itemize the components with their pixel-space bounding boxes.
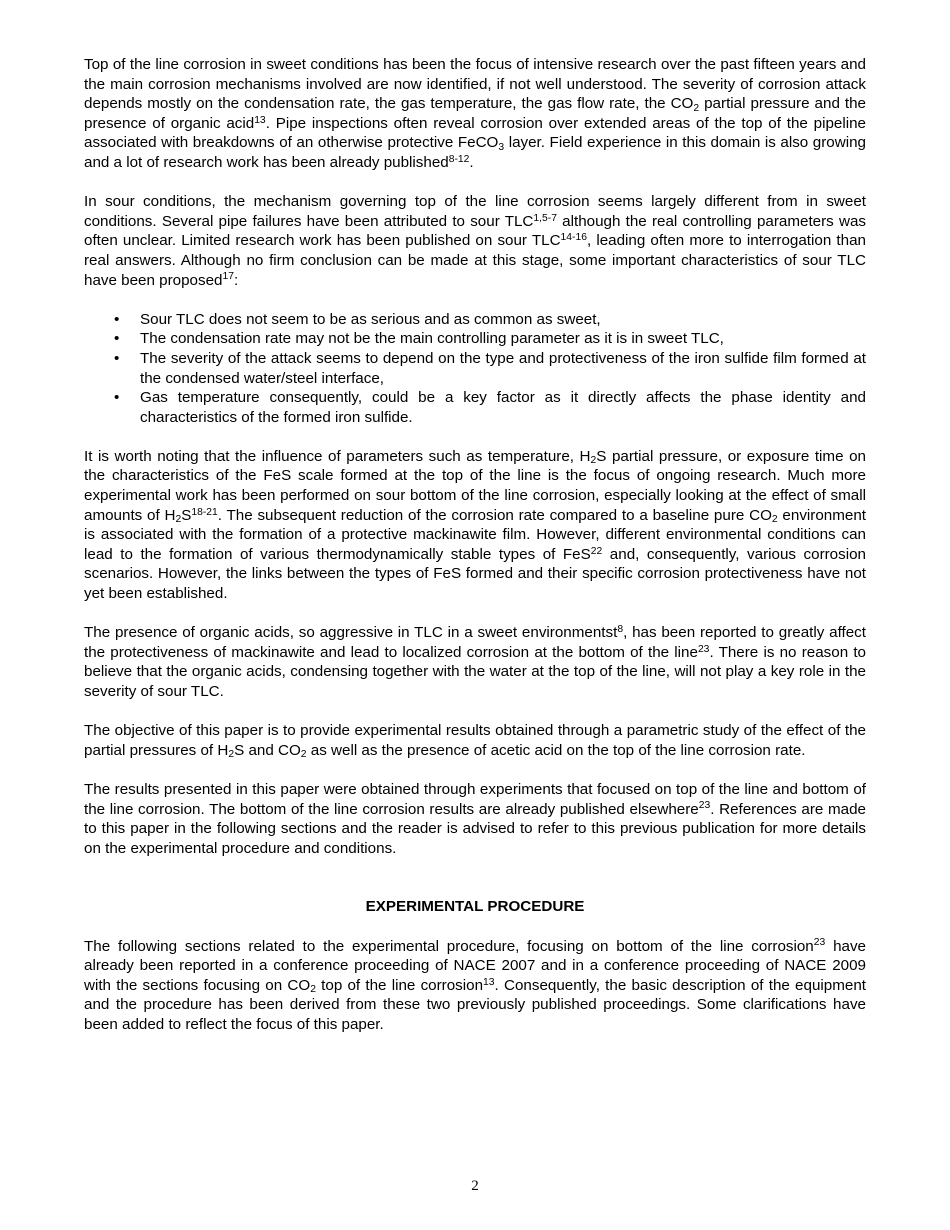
citation-superscript: 14-16 bbox=[560, 232, 587, 244]
text-run: In sour conditions, the mechanism governing top of the line corrosion seems largely different from in sweet conditions. Several pipe failures have been attributed to sour TLC bbox=[84, 193, 866, 230]
text-run: . Consequently, the basic description of the equipment and the procedure has been derived from these two previously published proceedings. Some clarifications have been added to reflect the focus of this paper. bbox=[84, 976, 866, 1033]
procedure-paragraphs bbox=[84, 937, 866, 1035]
subscript: 2 bbox=[175, 514, 182, 526]
list-item bbox=[84, 388, 866, 427]
subscript: 2 bbox=[590, 455, 597, 467]
text-run: layer. Field experience in this domain is also growing and a lot of research work has been already published bbox=[84, 134, 866, 171]
intro-paragraphs bbox=[84, 55, 866, 290]
document-page bbox=[84, 55, 866, 1054]
text-run: although the real controlling parameters was often unclear. Limited research work has been published on sour TLC bbox=[84, 212, 866, 250]
text-run: , has been reported to greatly affect the protectiveness of mackinawite and lead to localized corrosion at the bottom of the line bbox=[84, 624, 866, 661]
page-number: 2 bbox=[471, 1178, 479, 1194]
citation-superscript: 18-21 bbox=[191, 506, 218, 518]
citation-superscript: 23 bbox=[698, 800, 711, 812]
citation-superscript: 8 bbox=[617, 624, 624, 636]
text-run: environment is associated with the formation of a protective mackinawite film. However, different environmental conditions can lead to the formation of various thermodynamically stable types of FeS bbox=[84, 506, 866, 563]
text-run: top of the line corrosion bbox=[315, 976, 484, 994]
text-run: , leading often more to interrogation than real answers. Although no firm conclusion can be made at this stage, some important characteristics of sour TLC have been proposed bbox=[84, 232, 866, 289]
text-run: as well as the presence of acetic acid on the top of the line corrosion rate. bbox=[306, 741, 806, 759]
text-run: The following sections related to the experimental procedure, focusing on bottom of the line corrosion bbox=[84, 937, 814, 955]
text-run: : bbox=[234, 271, 239, 289]
characteristics-list bbox=[84, 310, 866, 428]
list-item-text: The severity of the attack seems to depend on the type and protectiveness of the iron sulfide film formed at the condensed water/steel interface, bbox=[140, 349, 866, 387]
paragraph bbox=[84, 447, 866, 604]
text-run: and, consequently, various corrosion scenarios. However, the links between the types of FeS formed and their specific corrosion protectiveness have not yet been established. bbox=[84, 545, 866, 603]
text-run: . References are made to this paper in the following sections and the reader is advised to refer to this previous publication for more details on the experimental procedure and conditions. bbox=[84, 800, 866, 857]
citation-superscript: 8-12 bbox=[448, 153, 470, 165]
subscript: 2 bbox=[310, 984, 316, 996]
list-item bbox=[84, 349, 866, 388]
citation-superscript: 22 bbox=[590, 545, 603, 557]
text-run: The presence of organic acids, so aggressive in TLC in a sweet environmentst bbox=[84, 624, 618, 642]
text-run: It is worth noting that the influence of parameters such as temperature, H bbox=[84, 447, 591, 465]
bullet-icon: • bbox=[114, 349, 120, 367]
list-item-text: Gas temperature consequently, could be a key factor as it directly affects the phase identity and characteristics of the formed iron sulfide. bbox=[140, 389, 866, 426]
text-run: The objective of this paper is to provide experimental results obtained through a parametric study of the effect of the partial pressures of H bbox=[84, 722, 866, 759]
bullet-icon: • bbox=[114, 310, 120, 328]
citation-superscript: 13 bbox=[483, 976, 495, 988]
citation-superscript: 23 bbox=[697, 643, 710, 655]
citation-superscript: 1,5-7 bbox=[533, 212, 557, 224]
paragraph bbox=[84, 55, 866, 173]
list-item-text: Sour TLC does not seem to be as serious and as common as sweet, bbox=[140, 310, 601, 328]
subscript: 2 bbox=[693, 102, 700, 114]
subscript: 3 bbox=[498, 141, 505, 153]
text-run: have already been reported in a conference proceeding of NACE 2007 and in a conference proceeding of NACE 2009 with the sections focusing on CO bbox=[84, 937, 867, 994]
paragraph bbox=[84, 937, 866, 1035]
text-run: Top of the line corrosion in sweet conditions has been the focus of intensive research over the past fifteen years and the main corrosion mechanisms involved are now identified, if not well understood. The severity of corrosion attack depends mostly on the condensation rate, the gas temperature, the gas flow rate, the CO bbox=[84, 56, 866, 113]
list-item bbox=[84, 310, 866, 330]
text-run: . bbox=[469, 153, 474, 171]
text-run: . Pipe inspections often reveal corrosion over extended areas of the top of the pipeline associated with breakdowns of an otherwise protective FeCO bbox=[84, 114, 866, 152]
citation-superscript: 17 bbox=[222, 271, 234, 283]
text-run: The results presented in this paper were obtained through experiments that focused on top of the line and bottom of the line corrosion. The bottom of the line corrosion results are already published elsewhere bbox=[84, 780, 866, 818]
paragraph bbox=[84, 623, 866, 701]
list-item-text: The condensation rate may not be the main controlling parameter as it is in sweet TLC, bbox=[140, 330, 724, 348]
subscript: 2 bbox=[300, 749, 307, 761]
body-paragraphs bbox=[84, 447, 866, 858]
section-heading: EXPERIMENTAL PROCEDURE bbox=[365, 898, 585, 916]
text-run: S and CO bbox=[234, 741, 301, 759]
paragraph bbox=[84, 721, 866, 760]
text-run: S partial pressure, or exposure time on the characteristics of the FeS scale formed at the top of the line is the focus of ongoing research. Much more experimental work has been performed on sour bottom of the line corrosion, especially looking at the effect of small amounts of H bbox=[84, 447, 866, 524]
text-run: . The subsequent reduction of the corrosion rate compared to a baseline pure CO bbox=[217, 506, 772, 524]
bullet-icon: • bbox=[114, 330, 120, 348]
citation-superscript: 23 bbox=[813, 937, 826, 949]
subscript: 2 bbox=[228, 749, 235, 761]
text-run: partial pressure and the presence of organic acid bbox=[84, 95, 866, 132]
text-run: S bbox=[181, 506, 192, 524]
subscript: 2 bbox=[771, 514, 778, 526]
paragraph bbox=[84, 192, 866, 290]
bullet-icon: • bbox=[114, 389, 120, 407]
list-item bbox=[84, 329, 866, 349]
citation-superscript: 13 bbox=[254, 114, 266, 126]
text-run: . There is no reason to believe that the organic acids, condensing together with the water at the top of the line, will not play a key role in the severity of sour TLC. bbox=[84, 643, 867, 700]
paragraph bbox=[84, 780, 866, 858]
